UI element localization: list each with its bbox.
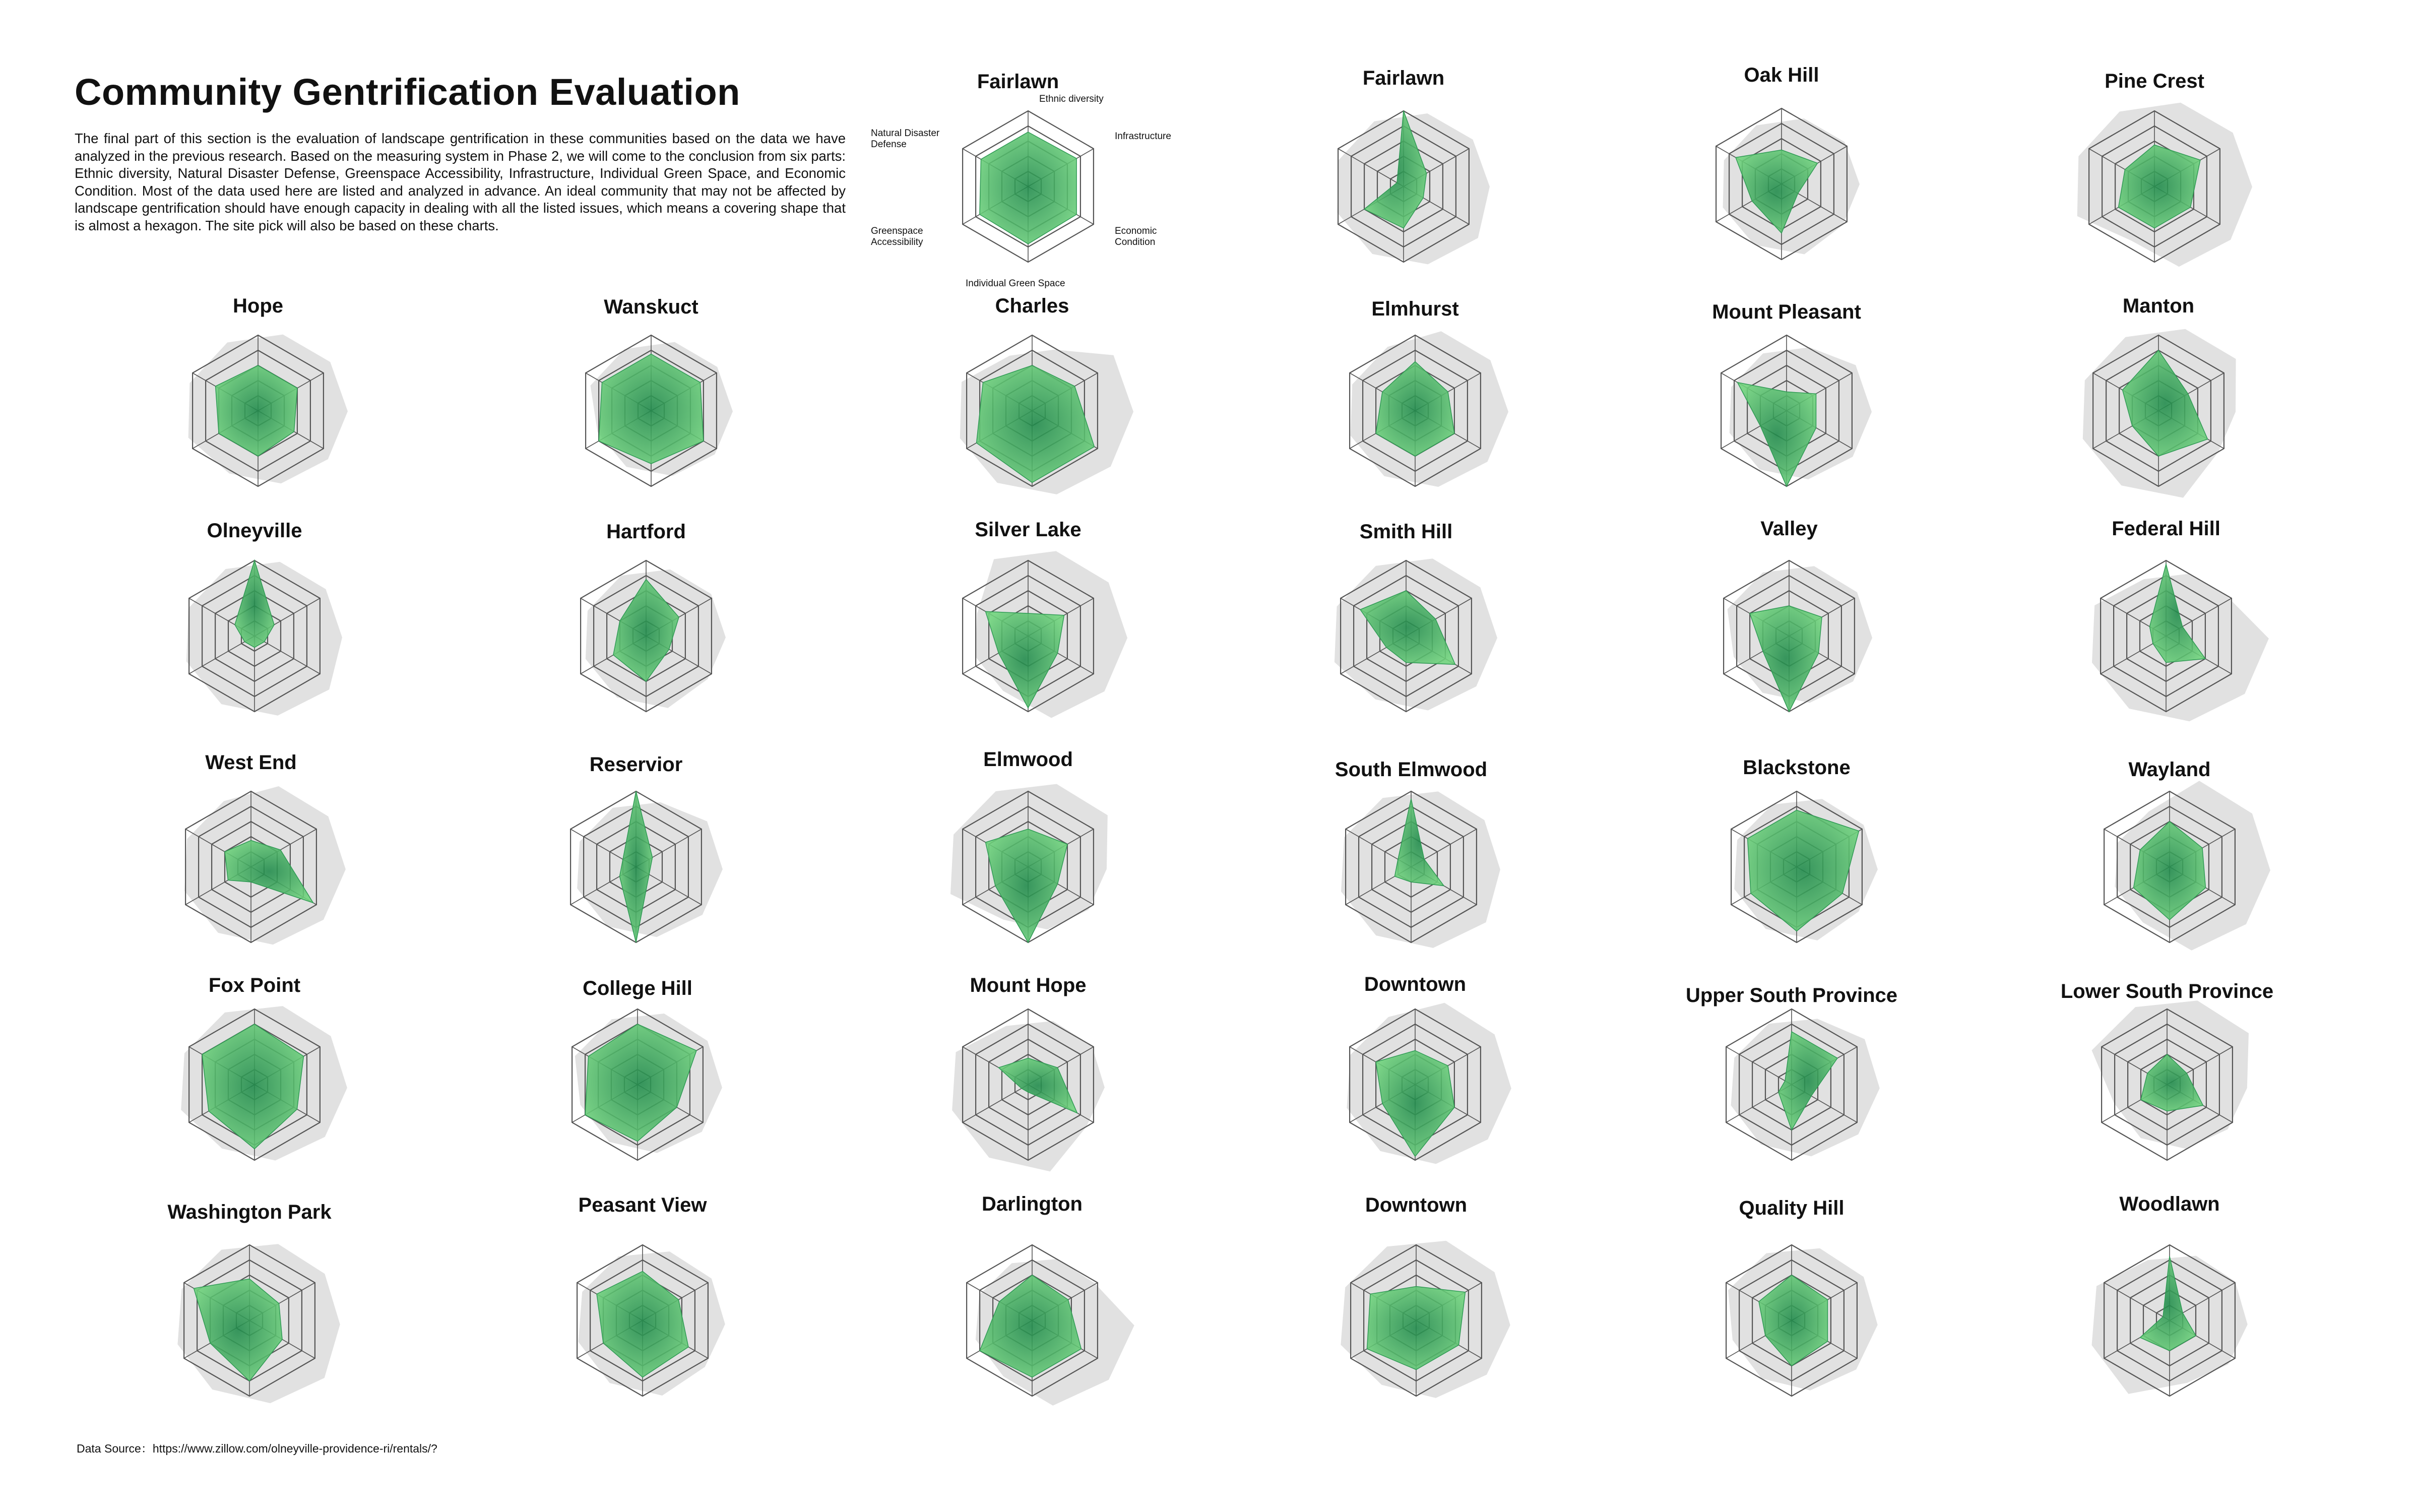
chart-title: West End [205,751,297,774]
data-source-label: Data Source： [77,1442,153,1455]
legend-radar-chart [963,111,1094,262]
radar-chart [1347,973,1511,1164]
chart-title: Oak Hill [1744,64,1819,86]
radar-chart [2077,70,2252,267]
radar-charts [167,64,2273,1406]
radar-chart [950,748,1108,942]
radar-chart [960,295,1133,494]
chart-title: Quality Hill [1739,1197,1845,1219]
legend-label-economic: Economic Condition [1115,226,1157,247]
radar-chart [2061,980,2273,1160]
radar-chart [581,521,726,712]
chart-title: Wanskuct [604,296,698,318]
radar-chart [1726,1197,1878,1396]
chart-title: Woodlawn [2119,1193,2220,1215]
radar-chart [2083,295,2236,498]
radar-chart [1712,301,1872,486]
chart-title: Mount Hope [970,974,1087,996]
chart-title: Darlington [982,1193,1083,1215]
chart-title: Fairlawn [1362,67,1445,89]
radar-chart [577,1194,725,1396]
radar-chart [184,751,346,944]
chart-title: Valley [1760,518,1818,540]
chart-title: Peasant View [578,1194,707,1216]
radar-chart [167,1201,340,1403]
legend-label-green-space: Individual Green Space [966,278,1065,289]
chart-title: South Elmwood [1334,759,1488,781]
chart-title: Federal Hill [2112,518,2220,540]
radar-chart [181,974,347,1161]
intro-paragraph: The final part of this section is the evaluation of landscape gentrification in these communities based on the data we have analyzed in the previous research. Based on the measuring system in Phase 2, we will come to the conclusion from six parts: Ethnic diversity, Natural Disaster Defense, Greenspace Accessibility, Infrastructure, Individual Green Space, and Economic Condition. Most of the data used here are listed and analyzed in advance. An ideal community that may not be affected by landscape gentrification should have enough capacity in dealing with all the listed issues, which means a covering shape that is almost a hexagon. The site pick will also be based on these charts. [75,131,846,233]
radar-chart [572,977,722,1160]
radar-chart [1341,1194,1510,1398]
radar-chart [1350,298,1508,487]
chart-title: Elmwood [983,748,1073,771]
radar-chart [2092,518,2269,721]
radar-chart [1716,64,1860,260]
legend-label-disaster: Natural Disaster Defense [871,128,940,150]
data-source [77,1439,437,1456]
chart-title: Downtown [1364,973,1467,995]
chart-title: Wayland [2128,759,2211,781]
chart-title: Mount Pleasant [1712,301,1861,323]
radar-chart [1724,518,1872,712]
radar-chart [967,1193,1134,1406]
chart-title: Manton [2122,295,2195,317]
radar-chart [188,295,348,486]
radar-chart [186,520,342,716]
chart-title: Upper South Province [1685,984,1898,1006]
chart-title: Charles [995,295,1069,317]
legend-label-infrastructure: Infrastructure [1115,131,1171,142]
chart-title: Fox Point [208,974,301,996]
radar-chart [570,753,723,942]
radar-chart [1335,759,1500,948]
radar-chart [586,296,733,486]
data-source-url[interactable]: https://www.zillow.com/olneyville-providence-ri/rentals/? [152,1442,437,1455]
chart-title: Lower South Province [2060,980,2274,1002]
chart-title: Elmhurst [1371,298,1459,320]
chart-title: Olneyville [207,520,302,542]
radar-chart [1338,67,1490,264]
radar-chart [2104,759,2270,951]
radar-chart [963,519,1127,718]
radar-chart [2092,1193,2248,1396]
chart-title: Reservior [589,753,683,776]
chart-title: Pine Crest [2105,70,2204,92]
chart-title: Silver Lake [975,519,1082,541]
radar-chart [952,974,1105,1171]
chart-title: Smith Hill [1359,521,1453,543]
chart-title: Washington Park [167,1201,332,1223]
chart-title: Hartford [606,521,686,543]
chart-title: College Hill [583,977,692,999]
radar-chart [1334,521,1497,712]
chart-title: Blackstone [1743,757,1851,779]
radar-chart [1686,984,1897,1160]
chart-title: Downtown [1365,1194,1468,1216]
radar-chart [1731,757,1878,942]
legend-chart-title: Fairlawn [977,71,1059,93]
page-title: Community Gentrification Evaluation [75,71,740,113]
legend-label-ethnic: Ethnic diversity [1039,94,1104,104]
chart-title: Hope [233,295,283,317]
legend-label-greenspace-access: Greenspace Accessibility [871,226,923,247]
